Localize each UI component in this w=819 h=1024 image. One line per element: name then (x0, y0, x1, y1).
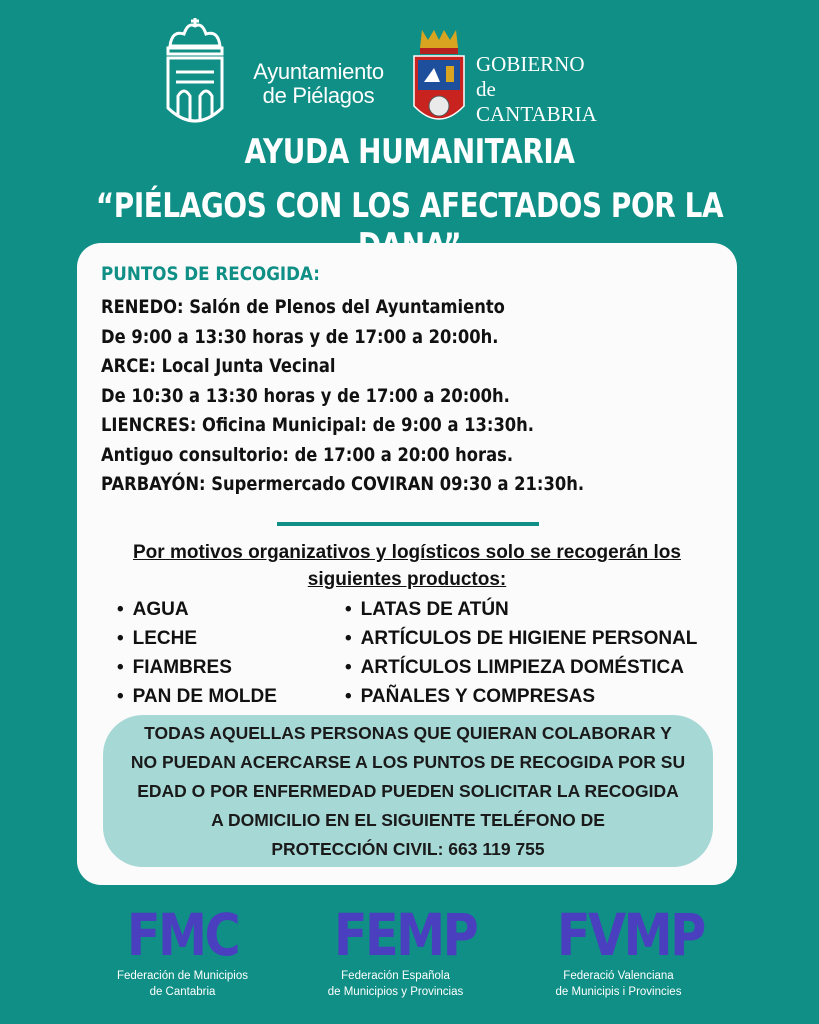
notice-line: PROTECCIÓN CIVIL: 663 119 755 (271, 838, 545, 859)
puntos-list (101, 293, 721, 500)
list-item: • ARTÍCULOS LIMPIEZA DOMÉSTICA (345, 653, 697, 682)
notice-line: EDAD O POR ENFERMEDAD PUEDEN SOLICITAR LA RECOGIDA (137, 780, 679, 801)
puntos-line: PARBAYÓN: Supermercado COVIRAN 09:30 a 21:30h. (101, 473, 585, 495)
ayuntamiento-line2: de Piélagos (262, 83, 375, 108)
fmc-logo-mark: FMC (126, 901, 239, 969)
divider (277, 522, 539, 526)
list-item: • PAN DE MOLDE (117, 682, 277, 711)
femp-logo-mark: FEMP (333, 901, 477, 969)
pielagos-crest-icon (162, 16, 228, 132)
productos-intro-line2: siguientes productos: (307, 569, 507, 590)
info-card (77, 243, 737, 885)
puntos-line: LIENCRES: Oficina Municipal: de 9:00 a 13:30h. (101, 414, 535, 436)
cantabria-shield-icon (412, 26, 466, 134)
productos-intro (77, 539, 737, 593)
puntos-line: De 9:00 a 13:30 horas y de 17:00 a 20:00h. (101, 325, 499, 348)
puntos-label: PUNTOS DE RECOGIDA: (101, 263, 320, 285)
fvmp-logo (546, 901, 704, 1000)
notice-line: TODAS AQUELLAS PERSONAS QUE QUIERAN COLABORAR Y (144, 722, 672, 743)
title-line1: AYUDA HUMANITARIA (244, 132, 575, 172)
list-item: • LECHE (117, 624, 277, 653)
femp-logo (323, 901, 477, 1000)
productos-intro-line1: Por motivos organizativos y logísticos solo se recogerán los (133, 542, 681, 563)
notice-line: A DOMICILIO EN EL SIGUIENTE TELÉFONO DE (211, 809, 605, 830)
fmc-caption-line2: de Cantabria (149, 986, 216, 998)
fvmp-logo-mark: FVMP (556, 901, 704, 969)
ayuntamiento-line1: Ayuntamiento (253, 59, 384, 84)
puntos-line: ARCE: Local Junta Vecinal (101, 355, 336, 377)
gobierno-line2: de (476, 77, 496, 101)
fvmp-caption-line1: Federació Valenciana (563, 970, 674, 982)
notice-text (113, 719, 703, 864)
gobierno-name (476, 52, 597, 127)
federation-logos (0, 902, 819, 1012)
puntos-line: Antiguo consultorio: de 17:00 a 20:00 horas. (101, 443, 514, 466)
puntos-line: RENEDO: Salón de Plenos del Ayuntamiento (101, 296, 505, 318)
notice-line: NO PUEDAN ACERCARSE A LOS PUNTOS DE RECOGIDA POR SU (130, 751, 686, 772)
puntos-line: De 10:30 a 13:30 horas y de 17:00 a 20:00h. (101, 384, 510, 407)
notice-box (103, 715, 713, 867)
productos-left-list (117, 595, 277, 711)
list-item: • AGUA (117, 595, 277, 624)
femp-caption-line1: Federación Española (341, 970, 450, 982)
fmc-caption-line1: Federación de Municipios (116, 970, 249, 982)
fmc-logo (110, 902, 255, 1000)
list-item: • FIAMBRES (117, 653, 277, 682)
title-line2: “PIÉLAGOS CON LOS AFECTADOS POR LA (95, 186, 724, 226)
gobierno-line1: GOBIERNO (476, 52, 585, 76)
list-item: • PAÑALES Y COMPRESAS (345, 682, 697, 711)
productos-right-list (345, 595, 697, 711)
header (0, 14, 819, 134)
femp-caption-line2: de Municipios y Provincias (327, 986, 464, 998)
list-item: • ARTÍCULOS DE HIGIENE PERSONAL (345, 624, 697, 653)
ayuntamiento-name (246, 60, 391, 108)
fvmp-caption-line2: de Municipis i Provincies (555, 986, 682, 998)
list-item: • LATAS DE ATÚN (345, 595, 697, 624)
gobierno-line3: CANTABRIA (476, 102, 597, 126)
